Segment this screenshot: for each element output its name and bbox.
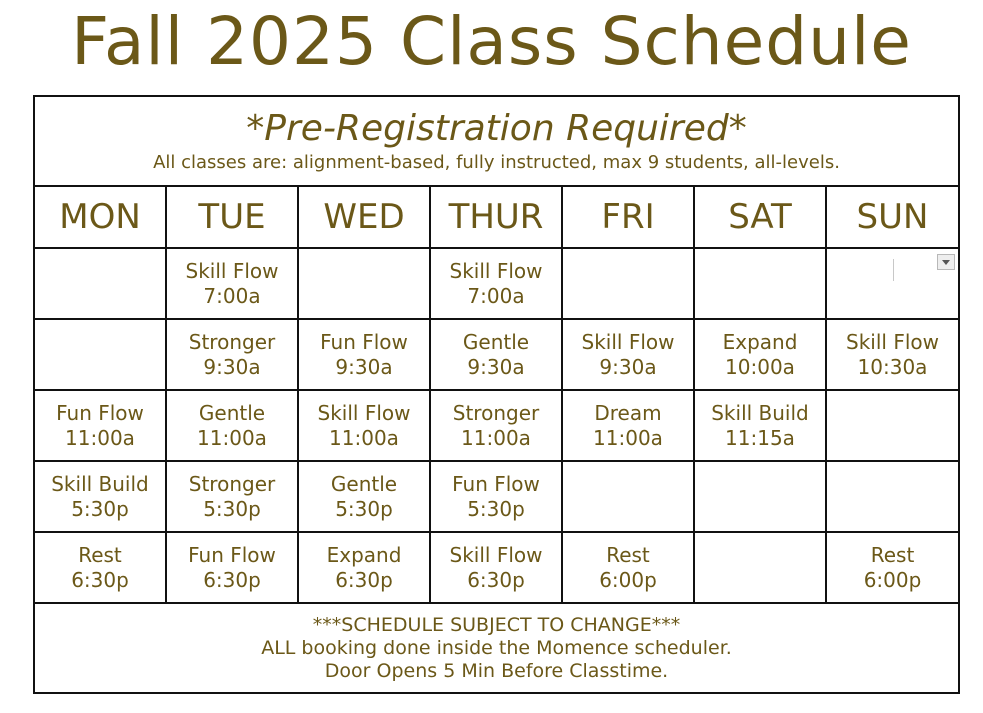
class-name: Fun Flow xyxy=(452,471,540,496)
class-slot-mon[interactable] xyxy=(34,532,166,603)
class-name: Fun Flow xyxy=(188,542,276,567)
registration-banner xyxy=(34,96,959,186)
class-time: 11:00a xyxy=(461,425,531,450)
class-time: 6:30p xyxy=(467,567,525,592)
class-time: 9:30a xyxy=(467,354,525,379)
class-name: Stronger xyxy=(188,329,276,354)
class-time: 5:30p xyxy=(467,496,525,521)
class-time: 9:30a xyxy=(599,354,657,379)
schedule-table xyxy=(33,95,960,694)
class-slot-wed[interactable] xyxy=(298,461,430,532)
class-time: 6:00p xyxy=(863,567,922,592)
class-slot-thur[interactable] xyxy=(430,532,562,603)
cell-cursor xyxy=(893,259,894,281)
class-slot-wed[interactable] xyxy=(298,532,430,603)
class-time: 11:00a xyxy=(329,425,399,450)
page-title: Fall 2025 Class Schedule xyxy=(71,3,912,80)
class-time: 6:30p xyxy=(71,567,129,592)
class-name: Rest xyxy=(78,542,122,567)
class-slot-sat[interactable] xyxy=(694,319,826,390)
class-time: 5:30p xyxy=(71,496,129,521)
day-header-sun: SUN xyxy=(826,186,959,248)
class-time: 11:15a xyxy=(725,425,795,450)
class-time: 11:00a xyxy=(65,425,135,450)
schedule-footer xyxy=(34,603,959,693)
class-slot-thur[interactable] xyxy=(430,248,562,319)
day-header-row xyxy=(34,186,959,248)
class-slot-sat[interactable] xyxy=(694,390,826,461)
class-slot-sun[interactable] xyxy=(826,248,959,319)
class-slot-wed[interactable] xyxy=(298,248,430,319)
class-slot-thur[interactable] xyxy=(430,461,562,532)
class-slot-tue[interactable] xyxy=(166,532,298,603)
class-slot-thur[interactable] xyxy=(430,319,562,390)
class-slot-sun[interactable] xyxy=(826,390,959,461)
class-time: 6:30p xyxy=(335,567,393,592)
class-slot-sun[interactable] xyxy=(826,461,959,532)
footer-booking-note: ALL booking done inside the Momence scheduler. xyxy=(261,636,732,659)
class-slot-fri[interactable] xyxy=(562,248,694,319)
class-name: Stronger xyxy=(452,400,540,425)
schedule-body xyxy=(34,248,959,603)
class-name: Skill Flow xyxy=(449,542,543,567)
class-slot-mon[interactable] xyxy=(34,461,166,532)
class-name: Gentle xyxy=(462,329,530,354)
schedule-row xyxy=(34,390,959,461)
class-slot-sun[interactable] xyxy=(826,532,959,603)
class-slot-sat[interactable] xyxy=(694,461,826,532)
class-time: 6:00p xyxy=(599,567,657,592)
day-header-tue: TUE xyxy=(166,186,298,248)
day-header-fri: FRI xyxy=(562,186,694,248)
class-slot-thur[interactable] xyxy=(430,390,562,461)
class-name: Expand xyxy=(722,329,798,354)
schedule-row xyxy=(34,532,959,603)
day-header-sat: SAT xyxy=(694,186,826,248)
class-name: Stronger xyxy=(188,471,276,496)
class-slot-wed[interactable] xyxy=(298,390,430,461)
class-slot-fri[interactable] xyxy=(562,461,694,532)
class-time: 7:00a xyxy=(467,283,525,308)
class-slot-sat[interactable] xyxy=(694,532,826,603)
class-time: 7:00a xyxy=(203,283,261,308)
class-time: 9:30a xyxy=(203,354,261,379)
class-slot-fri[interactable] xyxy=(562,532,694,603)
class-name: Skill Build xyxy=(711,400,809,425)
class-name: Skill Flow xyxy=(449,258,543,283)
class-name: Skill Build xyxy=(51,471,149,496)
class-name: Skill Flow xyxy=(185,258,279,283)
class-name: Skill Flow xyxy=(581,329,675,354)
dropdown-arrow-icon[interactable] xyxy=(937,254,955,270)
class-slot-sat[interactable] xyxy=(694,248,826,319)
class-slot-tue[interactable] xyxy=(166,319,298,390)
class-name: Rest xyxy=(870,542,915,567)
class-time: 11:00a xyxy=(197,425,267,450)
class-time: 11:00a xyxy=(593,425,663,450)
class-time: 10:00a xyxy=(725,354,795,379)
schedule-row xyxy=(34,461,959,532)
class-time: 5:30p xyxy=(203,496,261,521)
day-header-thur: THUR xyxy=(430,186,562,248)
schedule-row xyxy=(34,248,959,319)
class-name: Fun Flow xyxy=(56,400,144,425)
class-slot-mon[interactable] xyxy=(34,319,166,390)
class-time: 6:30p xyxy=(203,567,261,592)
footer-notice: ***SCHEDULE SUBJECT TO CHANGE*** xyxy=(312,613,681,636)
class-slot-tue[interactable] xyxy=(166,390,298,461)
class-slot-fri[interactable] xyxy=(562,390,694,461)
class-slot-wed[interactable] xyxy=(298,319,430,390)
class-time: 9:30a xyxy=(335,354,393,379)
class-slot-tue[interactable] xyxy=(166,248,298,319)
class-name: Skill Flow xyxy=(846,329,939,354)
class-slot-mon[interactable] xyxy=(34,390,166,461)
class-slot-fri[interactable] xyxy=(562,319,694,390)
class-name: Gentle xyxy=(198,400,266,425)
class-slot-tue[interactable] xyxy=(166,461,298,532)
class-name: Dream xyxy=(594,400,662,425)
day-header-wed: WED xyxy=(298,186,430,248)
day-header-mon: MON xyxy=(34,186,166,248)
class-name: Fun Flow xyxy=(320,329,408,354)
footer-door-note: Door Opens 5 Min Before Classtime. xyxy=(324,659,669,682)
class-name: Gentle xyxy=(330,471,398,496)
class-name: Rest xyxy=(606,542,650,567)
class-time: 5:30p xyxy=(335,496,393,521)
class-name: Skill Flow xyxy=(317,400,411,425)
schedule-row xyxy=(34,319,959,390)
banner-subtitle: All classes are: alignment-based, fully instructed, max 9 students, all-levels. xyxy=(153,152,840,173)
banner-title: *Pre-Registration Required* xyxy=(246,108,747,149)
class-time: 10:30a xyxy=(857,354,928,379)
class-name: Expand xyxy=(326,542,402,567)
class-slot-mon[interactable] xyxy=(34,248,166,319)
class-slot-sun[interactable] xyxy=(826,319,959,390)
